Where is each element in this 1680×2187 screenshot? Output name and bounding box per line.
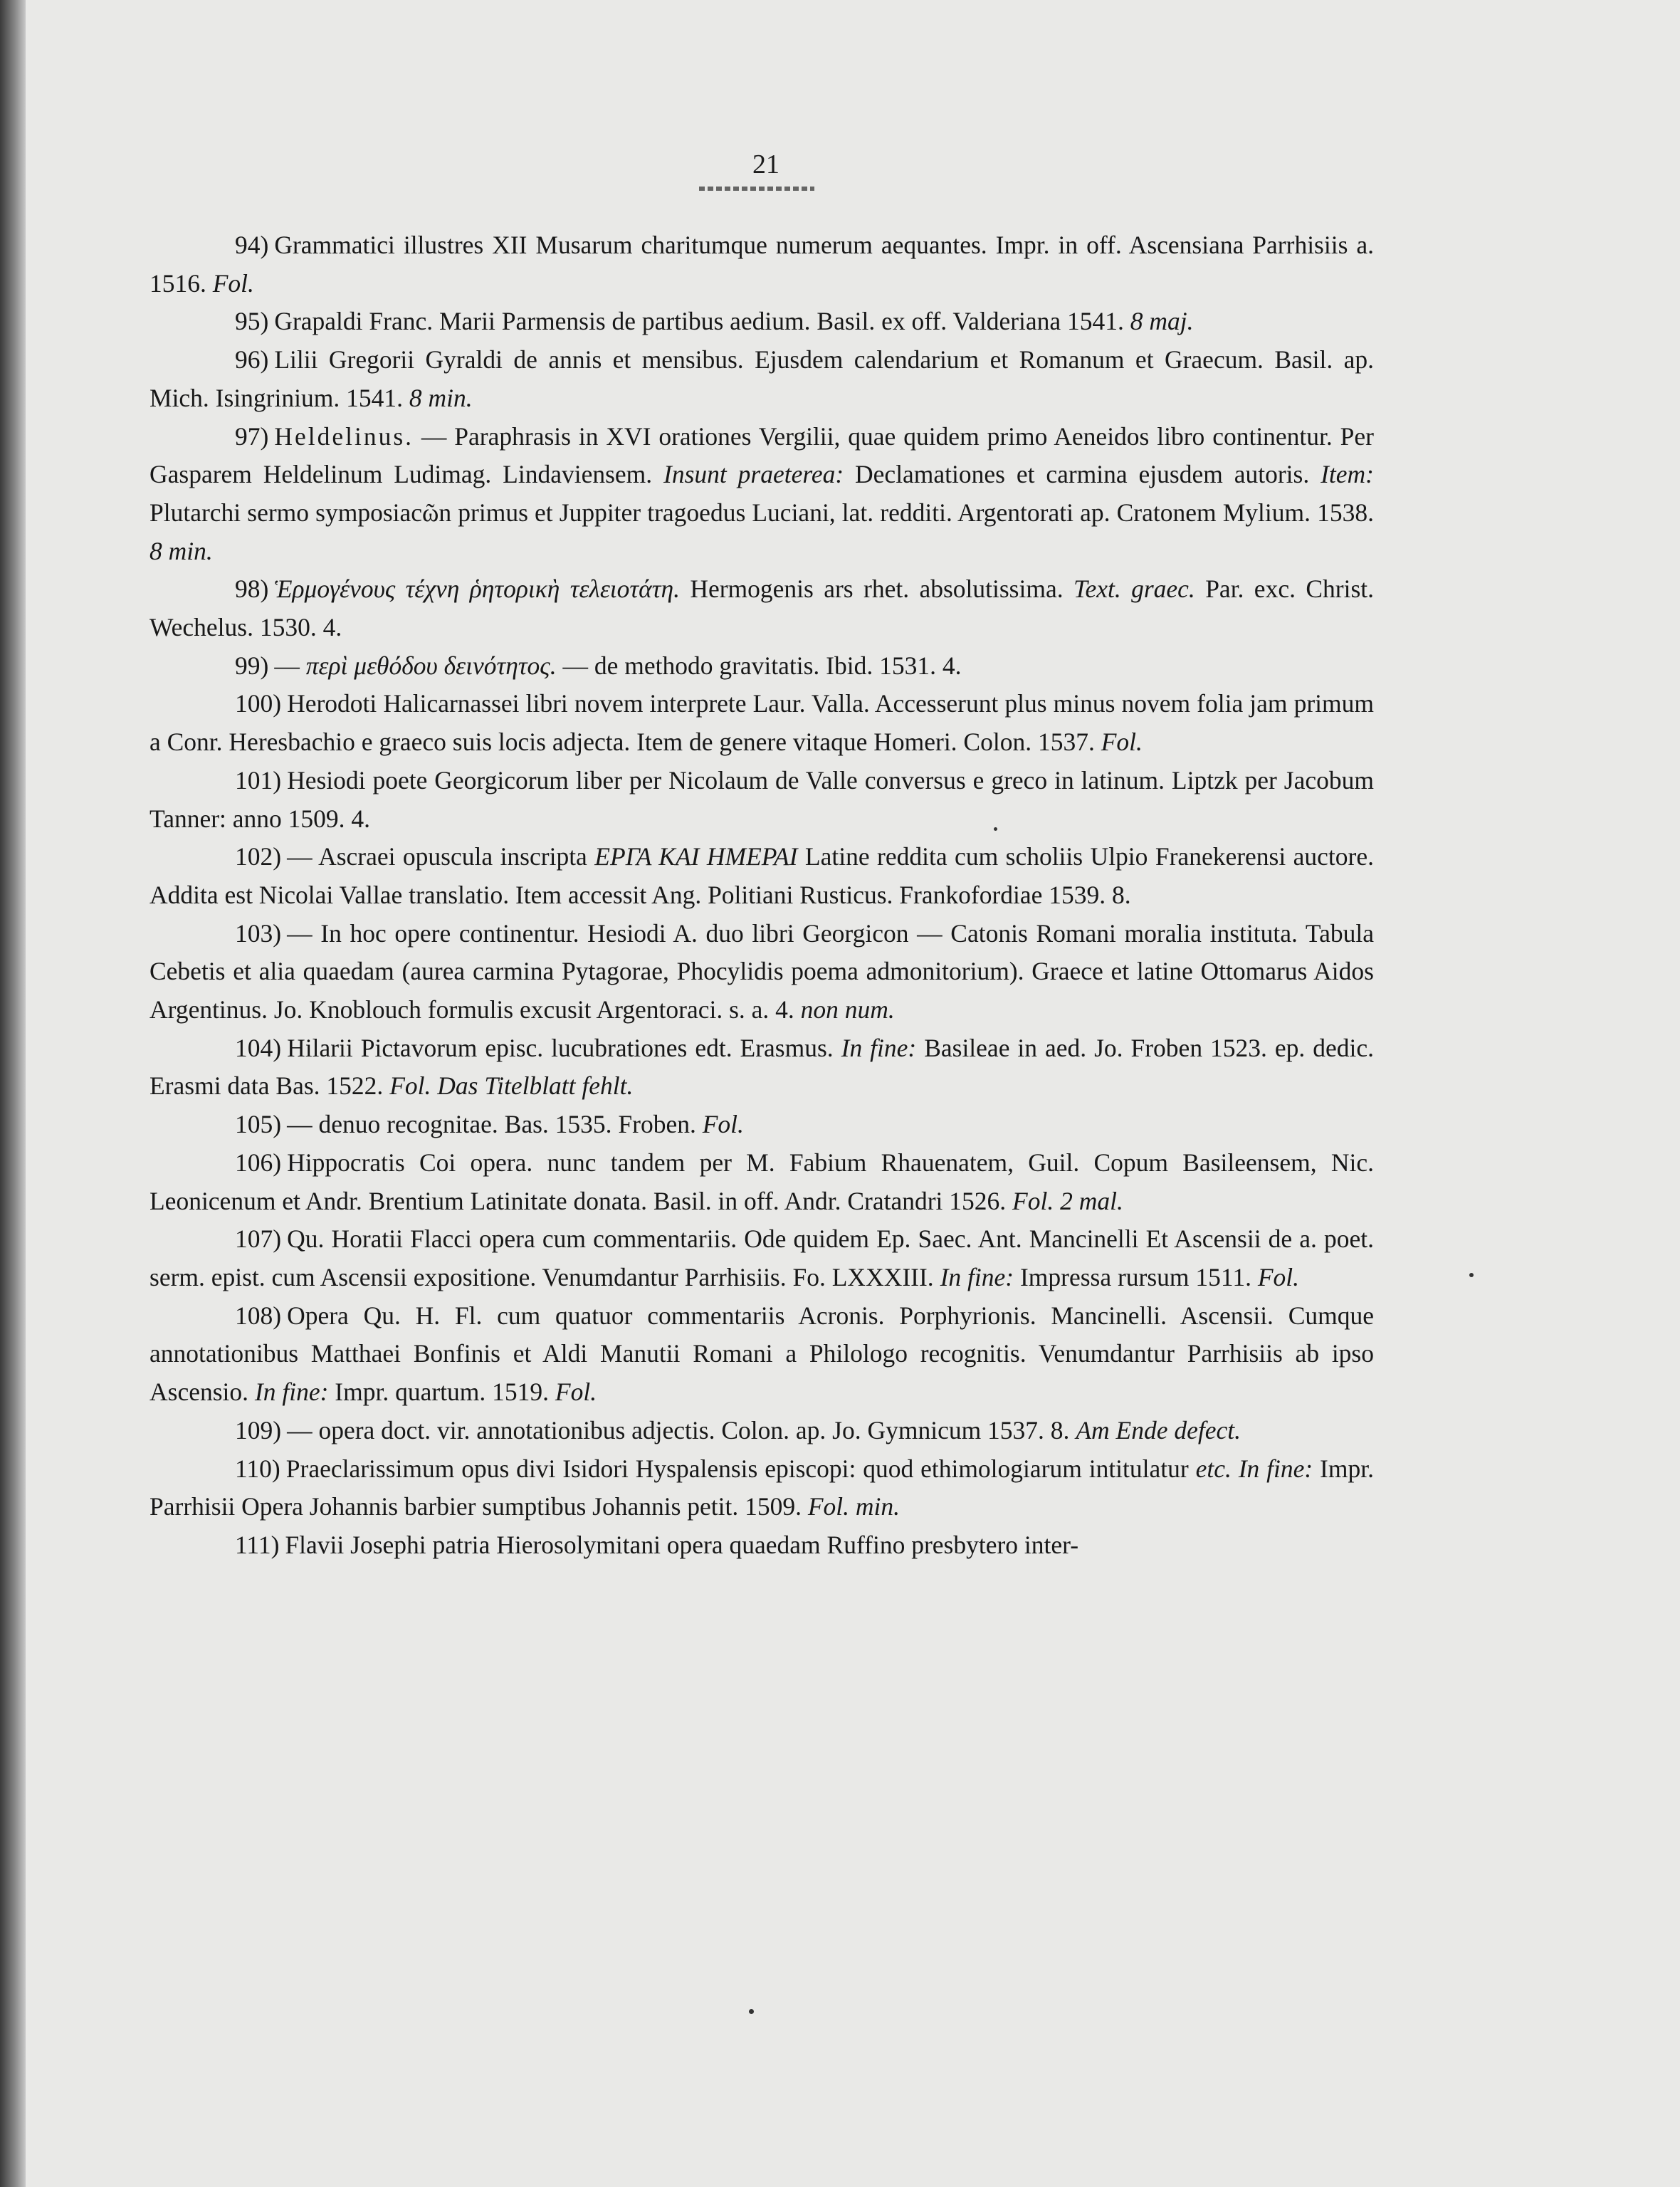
entry-italic-text: ΕΡΓΑ ΚΑΙ ΗΜΕΡΑΙ bbox=[594, 842, 798, 871]
entry-text: — Ascraei opuscula inscripta bbox=[287, 842, 595, 871]
entry-italic-text: Fol. Das Titelblatt fehlt. bbox=[389, 1071, 634, 1101]
entry-number: 106) bbox=[235, 1148, 282, 1177]
catalog-entry bbox=[149, 1297, 1374, 1412]
entry-italic-text: etc. bbox=[1195, 1454, 1232, 1483]
entry-italic-text: περὶ μεθόδου δεινότητος. bbox=[305, 651, 557, 680]
entry-text: Herodoti Halicarnassei libri novem interprete Laur. Valla. Accesserunt plus minus novem folia jam primum a Conr. Heresbachio e graeco suis locis adjecta. Item de genere vitaque Homeri. Colon. 1537. bbox=[149, 689, 1374, 757]
entry-italic-text: 8 maj. bbox=[1130, 307, 1194, 336]
entry-italic-text: Fol. bbox=[212, 268, 254, 298]
entry-italic-text: non num. bbox=[800, 995, 895, 1024]
entry-text: Lilii Gregorii Gyraldi de annis et mensibus. Ejusdem calendarium et Romanum et Graecum. Basil. ap. Mich. Isingrinium. 1541. bbox=[149, 345, 1374, 412]
entry-text: Hesiodi poete Georgicorum liber per Nicolaum de Valle conversus e greco in latinum. Liptzk per Jacobum Tanner: anno 1509. 4. bbox=[149, 765, 1374, 833]
entry-italic-text: Fol. bbox=[702, 1110, 744, 1139]
entry-text: — bbox=[274, 651, 306, 680]
entry-text: Grammatici illustres XII Musarum charitumque numerum aequantes. Impr. in off. Ascensiana Parrhisiis a. 1516. bbox=[149, 231, 1374, 298]
entry-text: Impressa rursum 1511. bbox=[1014, 1262, 1258, 1291]
catalog-entry bbox=[149, 685, 1374, 761]
entry-number: 98) bbox=[235, 575, 269, 604]
entry-text: Declamationes et carmina ejusdem autoris. bbox=[844, 460, 1321, 489]
entry-text: Basileae in aed. Jo. Froben 1523. ep. dedic. Erasmi data Bas. 1522. bbox=[149, 1033, 1374, 1101]
entry-text: — Paraphrasis in XVI orationes Vergilii, quae quidem primo Aeneidos libro continentur. Per Gasparem Heldelinum Ludimag. Lindaviensem. bbox=[149, 421, 1374, 489]
entry-number: 100) bbox=[235, 689, 282, 718]
scan-speck bbox=[749, 2009, 754, 2014]
entry-text: Impr. quartum. 1519. bbox=[328, 1378, 555, 1407]
page-number: 21 bbox=[752, 150, 779, 179]
entry-number: 94) bbox=[235, 231, 269, 259]
entry-text: — In hoc opere continentur. Hesiodi A. duo libri Georgicon — Catonis Romani moralia instituta. Tabula Cebetis et alia quaedam (aurea carmina Pytagorae, Phocylidis poema admonitorium). Graece et latine Ottomarus Aidos Argentinus. Jo. Knoblouch formulis excusit Argentoraci. s. a. 4. bbox=[149, 918, 1374, 1024]
catalog-entry bbox=[149, 1412, 1374, 1450]
page-number-ornament bbox=[699, 187, 814, 191]
entry-number: 107) bbox=[235, 1224, 282, 1254]
entry-text: Impr. Parrhisii Opera Johannis barbier sumptibus Johannis petit. 1509. bbox=[149, 1454, 1374, 1521]
entry-text: Par. exc. Christ. Wechelus. 1530. 4. bbox=[149, 575, 1374, 642]
entry-number: 96) bbox=[235, 345, 269, 374]
entry-text: — opera doct. vir. annotationibus adjectis. Colon. ap. Jo. Gymnicum 1537. 8. bbox=[287, 1415, 1076, 1444]
catalog-entry-list bbox=[149, 226, 1374, 1565]
entry-text: Hilarii Pictavorum episc. lucubrationes edt. Erasmus. bbox=[287, 1033, 841, 1062]
entry-text: Hippocratis Coi opera. nunc tandem per M. Fabium Rhauenatem, Guil. Copum Basileensem, Nic. Leonicenum et Andr. Brentium Latinitate donata. Basil. in off. Andr. Cratandri 1526. bbox=[149, 1148, 1374, 1215]
catalog-entry bbox=[149, 1106, 1374, 1144]
entry-number: 101) bbox=[235, 765, 282, 794]
catalog-entry bbox=[149, 838, 1374, 914]
entry-number: 108) bbox=[235, 1301, 282, 1330]
catalog-entry bbox=[149, 1029, 1374, 1106]
entry-italic-text: 8 min. bbox=[409, 383, 473, 412]
entry-text: Qu. Horatii Flacci opera cum commentariis. Ode quidem Ep. Saec. Ant. Mancinelli Et Ascensii de a. poet. serm. epist. cum Ascensii expositione. Venumdantur Parrhisiis. Fo. LXXXIII. bbox=[149, 1224, 1374, 1291]
entry-text: — denuo recognitae. Bas. 1535. Froben. bbox=[287, 1110, 703, 1139]
entry-italic-text: In fine: bbox=[841, 1033, 917, 1062]
entry-italic-text: 8 min. bbox=[149, 536, 213, 565]
entry-italic-text: Ἑρμογένους τέχνη ῥητορικὴ τελειοτάτη. bbox=[274, 575, 680, 604]
catalog-entry bbox=[149, 1450, 1374, 1526]
entry-number: 104) bbox=[235, 1033, 282, 1062]
entry-text: Flavii Josephi patria Hierosolymitani opera quaedam Ruffino presbytero inter- bbox=[285, 1530, 1079, 1559]
entry-italic-text: Fol. bbox=[555, 1378, 597, 1407]
entry-number: 111) bbox=[235, 1530, 280, 1559]
entry-text: Opera Qu. H. Fl. cum quatuor commentariis Acronis. Porphyrionis. Mancinelli. Ascensii. Cumque annotationibus Matthaei Bonfinis et Aldi Manutii Romani a Philologo recognitis. Venumdantur Parrhisiis ab ipso Ascensio. bbox=[149, 1301, 1374, 1407]
catalog-entry bbox=[149, 1526, 1374, 1565]
entry-text: Grapaldi Franc. Marii Parmensis de partibus aedium. Basil. ex off. Valderiana 1541. bbox=[274, 307, 1130, 336]
catalog-entry bbox=[149, 1144, 1374, 1220]
document-page bbox=[26, 0, 1680, 2187]
entry-number: 95) bbox=[235, 307, 269, 336]
entry-number: 102) bbox=[235, 842, 282, 871]
entry-number: 99) bbox=[235, 651, 269, 680]
entry-italic-text: Fol. bbox=[1101, 728, 1143, 757]
entry-italic-text: Item: bbox=[1321, 460, 1374, 489]
catalog-entry bbox=[149, 418, 1374, 571]
entry-italic-text: Fol. min. bbox=[807, 1492, 901, 1521]
catalog-entry bbox=[149, 647, 1374, 686]
catalog-entry bbox=[149, 341, 1374, 417]
entry-italic-text: In fine: bbox=[254, 1378, 329, 1407]
entry-italic-text: Am Ende defect. bbox=[1076, 1415, 1241, 1444]
entry-italic-text: Fol. bbox=[1257, 1262, 1300, 1291]
catalog-entry bbox=[149, 226, 1374, 303]
scan-speck bbox=[1469, 1273, 1474, 1277]
catalog-entry bbox=[149, 303, 1374, 341]
entry-number: 109) bbox=[235, 1415, 282, 1444]
entry-text: Praeclarissimum opus divi Isidori Hyspalensis episcopi: quod ethimologiarum intitulatur bbox=[285, 1454, 1196, 1483]
entry-text: Latine reddita cum scholiis Ulpio Franekerensi auctore. Addita est Nicolai Vallae translatio. Item accessit Ang. Politiani Rusticus. Frankofordiae 1539. 8. bbox=[149, 842, 1374, 909]
entry-number: 105) bbox=[235, 1110, 282, 1139]
entry-italic-text: Fol. 2 mal. bbox=[1012, 1186, 1123, 1215]
catalog-entry bbox=[149, 1220, 1374, 1296]
entry-number: 97) bbox=[235, 421, 269, 451]
entry-author-spaced: Heldelinus. bbox=[274, 421, 414, 451]
entry-number: 103) bbox=[235, 918, 282, 948]
entry-italic-text: Text. graec. bbox=[1073, 575, 1195, 604]
scan-binding-shadow bbox=[0, 0, 26, 2187]
scan-speck bbox=[994, 827, 997, 831]
entry-text bbox=[1232, 1454, 1239, 1483]
entry-text: — de methodo gravitatis. Ibid. 1531. 4. bbox=[556, 651, 962, 680]
entry-text: Plutarchi sermo symposiacῶn primus et Juppiter tragoedus Luciani, lat. redditi. Argentorati ap. Cratonem Mylium. 1538. bbox=[149, 498, 1374, 527]
catalog-entry bbox=[149, 762, 1374, 838]
entry-text: Hermogenis ars rhet. absolutissima. bbox=[679, 575, 1073, 604]
catalog-entry bbox=[149, 915, 1374, 1029]
catalog-entry bbox=[149, 570, 1374, 646]
entry-italic-text: In fine: bbox=[940, 1262, 1014, 1291]
entry-italic-text: In fine: bbox=[1238, 1454, 1313, 1483]
entry-italic-text: Insunt praeterea: bbox=[663, 460, 844, 489]
entry-number: 110) bbox=[235, 1454, 280, 1483]
